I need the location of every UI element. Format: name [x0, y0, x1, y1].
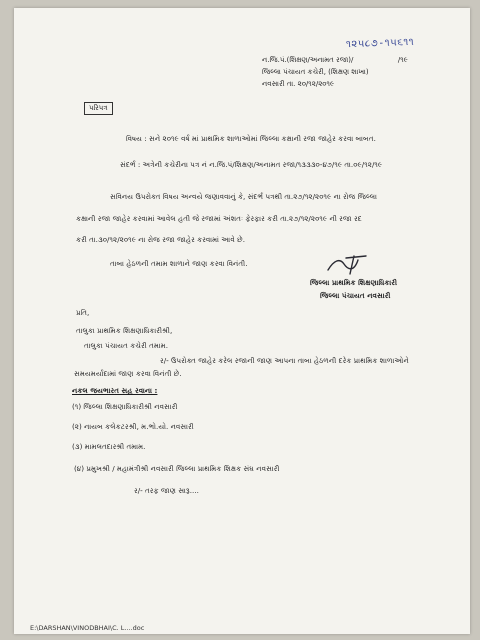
signatory-office: જિલ્લા પંચાયત નવસારી: [320, 291, 391, 300]
recipient-instruction-1: ર/- ઉપરોક્ત જાહેર કરેલ રજાની જાણ આપના તાબા હેઠળની દરેક પ્રાથમિક શાળાઓને: [160, 356, 409, 365]
body-line-3: કરી તા.૩૦/૧૨/૨૦૧૯ ના રોજ રજા જાહેર કરવામાં આવે છે.: [76, 235, 246, 244]
recipient-line-1: તાલુકા પ્રાથમિક શિક્ષણાધિકારીશ્રી,: [76, 326, 173, 335]
circular-label: પરિપત્ર: [84, 102, 113, 115]
recipient-instruction-2: સમયમર્યાદામાં જાણ કરવા વિનંતી છે.: [74, 369, 182, 378]
header-line-1-left: ન.જિ.પં.(શિક્ષણ/અનામત રજા)/: [262, 56, 354, 64]
handwritten-ref-number: ૧૨૫૮૭-૧૫૬૧૧: [345, 36, 415, 51]
reference-line: [120, 160, 382, 170]
signature-mark: [324, 252, 370, 278]
recipient-line-2: તાલુકા પંચાયત કચેરી તમામ.: [84, 341, 169, 350]
recipients-prati: પ્રતિ,: [76, 308, 90, 317]
header-line-3: નવસારી તા. ૨૦/૧૨/૨૦૧૯: [262, 80, 335, 88]
copy-to-item-3: (૩) મામલતદારશ્રી તમામ.: [72, 442, 146, 451]
body-line-2: કક્ષાની રજા જાહેર કરવામાં આવેલ હતી જે રજામાં અંશતઃ ફેરફાર કરી તા.૨૭/૧૨/૨૦૧૯ ની રજા રદ: [76, 214, 362, 223]
reference-label: સંદર્ભ :: [120, 160, 141, 169]
header-line-2: જિલ્લા પંચાયત કચેરી, (શિક્ષણ શાખા): [262, 68, 369, 76]
copy-to-heading: નકલ જયભારત સહ રવાના :: [72, 386, 158, 395]
copy-to-item-4: (૪) પ્રમુખશ્રી / મહામંત્રીશ્રી નવસારી જિલ્લા પ્રાથમિક શિક્ષક સંઘ નવસારી: [74, 464, 280, 473]
reference-text: અત્રેની કચેરીના પત્ર નં ન.જિ.પં/શિક્ષણ/અનામત રજા/૧૩૩૩૦-૪૭/૧૯ તા.૦૯/૧૨/૧૯: [142, 160, 383, 169]
closing-line: તાબા હેઠળની તમામ શાળાને જાણ કરવા વિનંતી.: [110, 259, 248, 268]
header-line-1-right: /૧૯: [397, 56, 408, 64]
document-page: [14, 8, 470, 634]
subject-line: [126, 134, 376, 144]
file-path-footer: E:\DARSHAN\VINODBHAI\C. L....doc: [30, 624, 145, 632]
copy-to-item-1: (૧) જિલ્લા શિક્ષણાધિકારીશ્રી નવસારી: [72, 402, 178, 411]
copy-to-forward: ર/- તરફ જાણ સારૂ....: [134, 486, 199, 495]
signatory-title: જિલ્લા પ્રાથમિક શિક્ષણાધિકારી: [310, 278, 398, 287]
subject-text: સને ૨૦૧૯ વર્ષ માં પ્રાથમિક શાળાઓમાં જિલ્લા કક્ષાની રજા જાહેર કરવા બાબત.: [149, 134, 376, 143]
body-line-1: સવિનય ઉપરોક્ત વિષય અન્વયે જણાવવાનું કે, સંદર્ભ પત્રથી તા.૨૭/૧૨/૨૦૧૯ ના રોજ જિલ્લા: [110, 192, 377, 201]
copy-to-item-2: (૨) નાયબ કલેકટરશ્રી, મ.ભો.યો. નવસારી: [72, 422, 194, 431]
header-line-1: [262, 56, 408, 65]
subject-label: વિષય :: [126, 134, 147, 143]
